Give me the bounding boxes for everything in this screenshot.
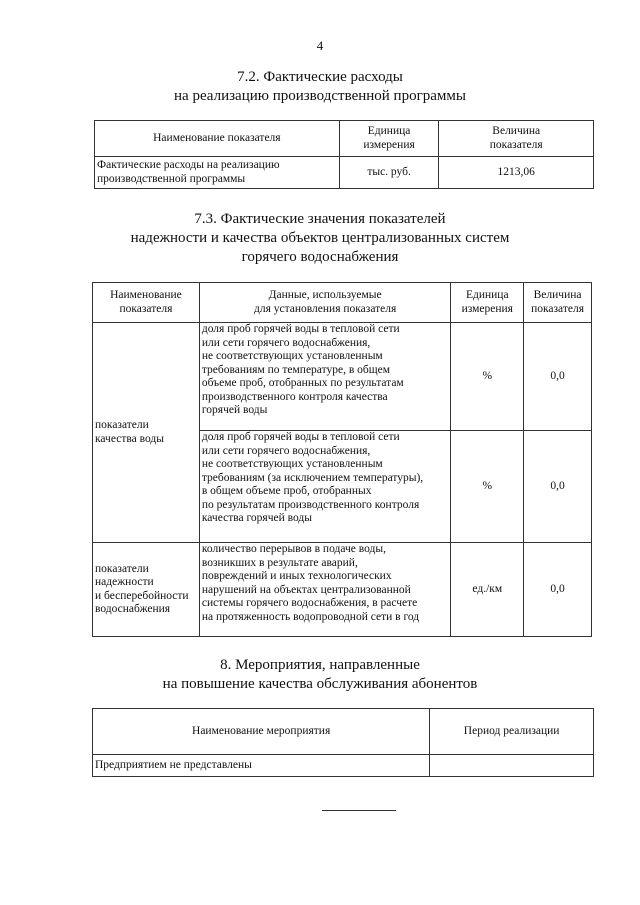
group-name-quality: показатели качества воды [93,323,200,543]
expenses-table [94,120,594,189]
table-row [95,157,594,189]
header-measure-name: Наименование мероприятия [93,709,430,755]
header-name: Наименование показателя [93,283,200,323]
table-header-row [93,709,594,755]
section-7-2-title [0,68,640,106]
row-unit: % [451,431,524,543]
table-header-row [93,283,592,323]
group-name-reliability: показатели надежности и бесперебойности водоснабжения [93,543,200,637]
title-line: на повышение качества обслуживания абонентов [162,676,478,692]
table-row [93,543,592,637]
title-line: горячего водоснабжения [241,249,399,265]
header-unit: Единица измерения [339,121,439,157]
row-unit: тыс. руб. [339,157,439,189]
header-period: Период реализации [430,709,594,755]
row-unit: ед./км [451,543,524,637]
title-line: надежности и качества объектов централизованных систем [130,230,510,246]
row-data: доля проб горячей воды в тепловой сети или сети горячего водоснабжения, не соответствующих установленным требованиям (за исключением температуры), в общем объеме проб, отобранных по результатам производственного контроля качества горячей воды [199,431,451,543]
row-unit: % [451,323,524,431]
row-name: Фактические расходы на реализацию производственной программы [95,157,340,189]
title-line: 7.2. Фактические расходы [237,69,403,85]
title-line: на реализацию производственной программы [174,88,466,104]
row-data: количество перерывов в подаче воды, возникших в результате аварий, повреждений и иных технологических нарушений на объектах централизованной системы горячего водоснабжения, в расчете на протяженность водопроводной сети в год [199,543,451,637]
end-divider [322,810,396,811]
row-data: доля проб горячей воды в тепловой сети или сети горячего водоснабжения, не соответствующих установленным требованиям по температуре, в общем объеме проб, отобранных по результатам производственного контроля качества горячей воды [199,323,451,431]
row-value: 1213,06 [439,157,594,189]
indicators-table [92,282,592,637]
row-value: 0,0 [524,543,592,637]
title-line: 8. Мероприятия, направленные [220,657,420,673]
header-data: Данные, используемые для установления показателя [199,283,451,323]
row-measure-name: Предприятием не представлены [93,755,430,777]
page-number: 4 [316,38,324,53]
table-row [93,323,592,431]
title-line: 7.3. Фактические значения показателей [194,211,446,227]
header-value: Величина показателя [524,283,592,323]
row-value: 0,0 [524,431,592,543]
row-period [430,755,594,777]
section-7-3-title [0,210,640,267]
header-name: Наименование показателя [95,121,340,157]
table-header-row [95,121,594,157]
header-unit: Единица измерения [451,283,524,323]
section-8-title [0,656,640,694]
header-value: Величина показателя [439,121,594,157]
measures-table [92,708,594,777]
table-row [93,755,594,777]
row-value: 0,0 [524,323,592,431]
